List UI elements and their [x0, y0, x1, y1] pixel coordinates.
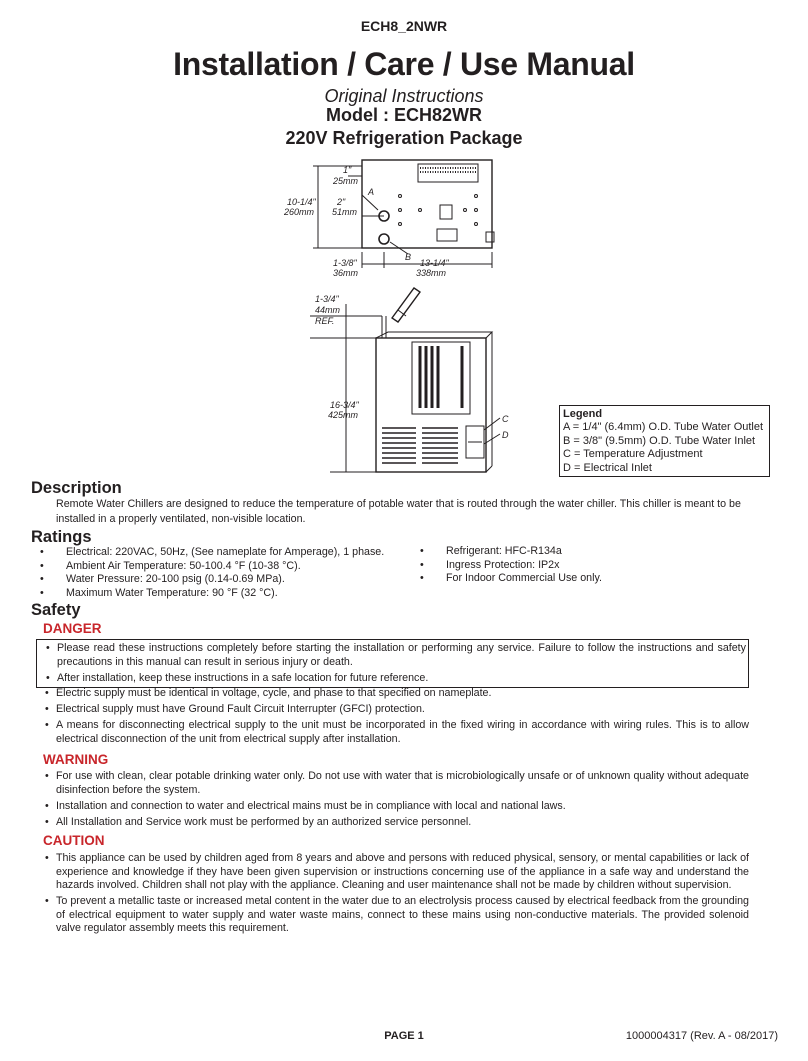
dim-51mm: 51mm — [332, 207, 358, 217]
dim-1-375in: 1-3/8" — [333, 258, 357, 268]
description-text: Remote Water Chillers are designed to reduce the temperature of potable water that is routed through the water chiller. This chiller is meant to be installed in a properly ventilated, non-visible location. — [56, 498, 741, 525]
ratings-item: • Refrigerant: HFC-R134a — [420, 545, 602, 559]
warning-item: • Installation and connection to water and electrical mains must be in compliance with local and national laws. — [42, 800, 749, 814]
danger-item: • Electrical supply must have Ground Fault Circuit Interrupter (GFCI) protection. — [42, 703, 749, 717]
legend-item: C = Temperature Adjustment — [563, 448, 703, 461]
caution-item: • This appliance can be used by children aged from 8 years and above and persons with reduced physical, sensory, or mental capabilities or lack of experience and knowledge if they have been given supervision or instructions concerning use of the appliance in a safe way and understand the hazards involved. Children shall not play with the appliance. Cleaning and user maintenance shall not be made by children without supervision. — [42, 852, 749, 893]
dim-260mm: 260mm — [284, 207, 315, 217]
legend-title: Legend — [563, 408, 603, 420]
dim-338mm: 338mm — [416, 268, 447, 278]
dim-10-25in: 10-1/4" — [287, 197, 316, 207]
dim-25mm: 25mm — [333, 176, 359, 186]
danger-list — [42, 687, 749, 749]
inlet-fitting-b — [379, 234, 389, 244]
label-a: A — [368, 187, 375, 197]
dim-425mm: 425mm — [328, 410, 359, 420]
dim-16-75in: 16-3/4" — [330, 400, 359, 410]
subtitle-original-instructions: Original Instructions — [324, 86, 484, 106]
dim-1-75in: 1-3/4" — [315, 294, 339, 304]
label-b: B — [405, 252, 412, 262]
description-heading: Description — [31, 479, 122, 497]
warning-label: WARNING — [43, 752, 109, 767]
page-number: PAGE 1 — [384, 1030, 424, 1042]
label-c: C — [502, 414, 509, 424]
ratings-item: • Ambient Air Temperature: 50-100.4 °F (10-38 °C). — [40, 560, 384, 574]
ratings-list-left — [40, 546, 384, 600]
ratings-item: • Water Pressure: 20-100 psig (0.14-0.69 MPa). — [40, 573, 384, 587]
caution-list — [42, 852, 749, 938]
legend-item: B = 3/8" (9.5mm) O.D. Tube Water Inlet — [563, 434, 756, 447]
warning-item: • For use with clean, clear potable drinking water only. Do not use with water that is microbiologically unsafe or of unknown quality without adequate disinfection before the system. — [42, 770, 749, 797]
ratings-heading: Ratings — [31, 528, 92, 546]
ratings-item: • Electrical: 220VAC, 50Hz, (See nameplate for Amperage), 1 phase. — [40, 546, 384, 560]
safety-heading: Safety — [31, 601, 81, 619]
ratings-list-right — [420, 545, 602, 586]
warning-item: • All Installation and Service work must be performed by an authorized service personnel. — [42, 816, 749, 830]
label-d: D — [502, 430, 509, 440]
ratings-item: • Ingress Protection: IP2x — [420, 559, 602, 573]
dim-44mm: 44mm — [315, 305, 341, 315]
page-title: Installation / Care / Use Manual — [173, 46, 635, 82]
danger-label: DANGER — [43, 621, 102, 636]
danger-boxed-notice — [36, 639, 749, 688]
legend-item: D = Electrical Inlet — [563, 461, 652, 474]
subtitle-package: 220V Refrigeration Package — [285, 128, 523, 148]
dim-36mm: 36mm — [333, 268, 359, 278]
subtitle-model: Model : ECH82WR — [325, 105, 482, 125]
danger-item: • Electric supply must be identical in voltage, cycle, and phase to that specified on nameplate. — [42, 687, 749, 701]
dim-13-25in: 13-1/4" — [420, 258, 449, 268]
caution-label: CAUTION — [43, 833, 105, 848]
danger-item: • A means for disconnecting electrical supply to the unit must be incorporated in the fixed wiring in accordance with wiring rules. This is to allow electrical disconnection of the unit from electrical supply after installation. — [42, 719, 749, 746]
caution-item: • To prevent a metallic taste or increased metal content in the water due to an electrolysis process caused by electrical feedback from the grounding of electrical equipment to water supply and water waste mains, connect to these mains using non-conductive materials. The provided solenoid valve regulator assembly meets this requirement. — [42, 895, 749, 936]
diagram-legend — [559, 405, 770, 477]
side-vent-grille — [382, 428, 458, 463]
dim-ref: REF. — [315, 316, 335, 326]
dim-1in: 1" — [343, 165, 352, 175]
tube-fittings — [392, 288, 420, 322]
danger-item: • Please read these instructions completely before starting the installation or performing any service. Failure to follow the instructions and safety precautions in this manual can result in serious injury or death. — [43, 642, 746, 669]
document-revision: 1000004317 (Rev. A - 08/2017) — [625, 1030, 778, 1042]
document-code: ECH8_2NWR — [360, 18, 448, 34]
danger-item: • After installation, keep these instructions in a safe location for future reference. — [43, 672, 746, 686]
warning-list — [42, 770, 749, 832]
dim-2in: 2" — [337, 197, 346, 207]
ratings-item: • Maximum Water Temperature: 90 °F (32 °C). — [40, 587, 384, 601]
legend-item: A = 1/4" (6.4mm) O.D. Tube Water Outlet — [563, 421, 764, 434]
ratings-item: • For Indoor Commercial Use only. — [420, 572, 602, 586]
